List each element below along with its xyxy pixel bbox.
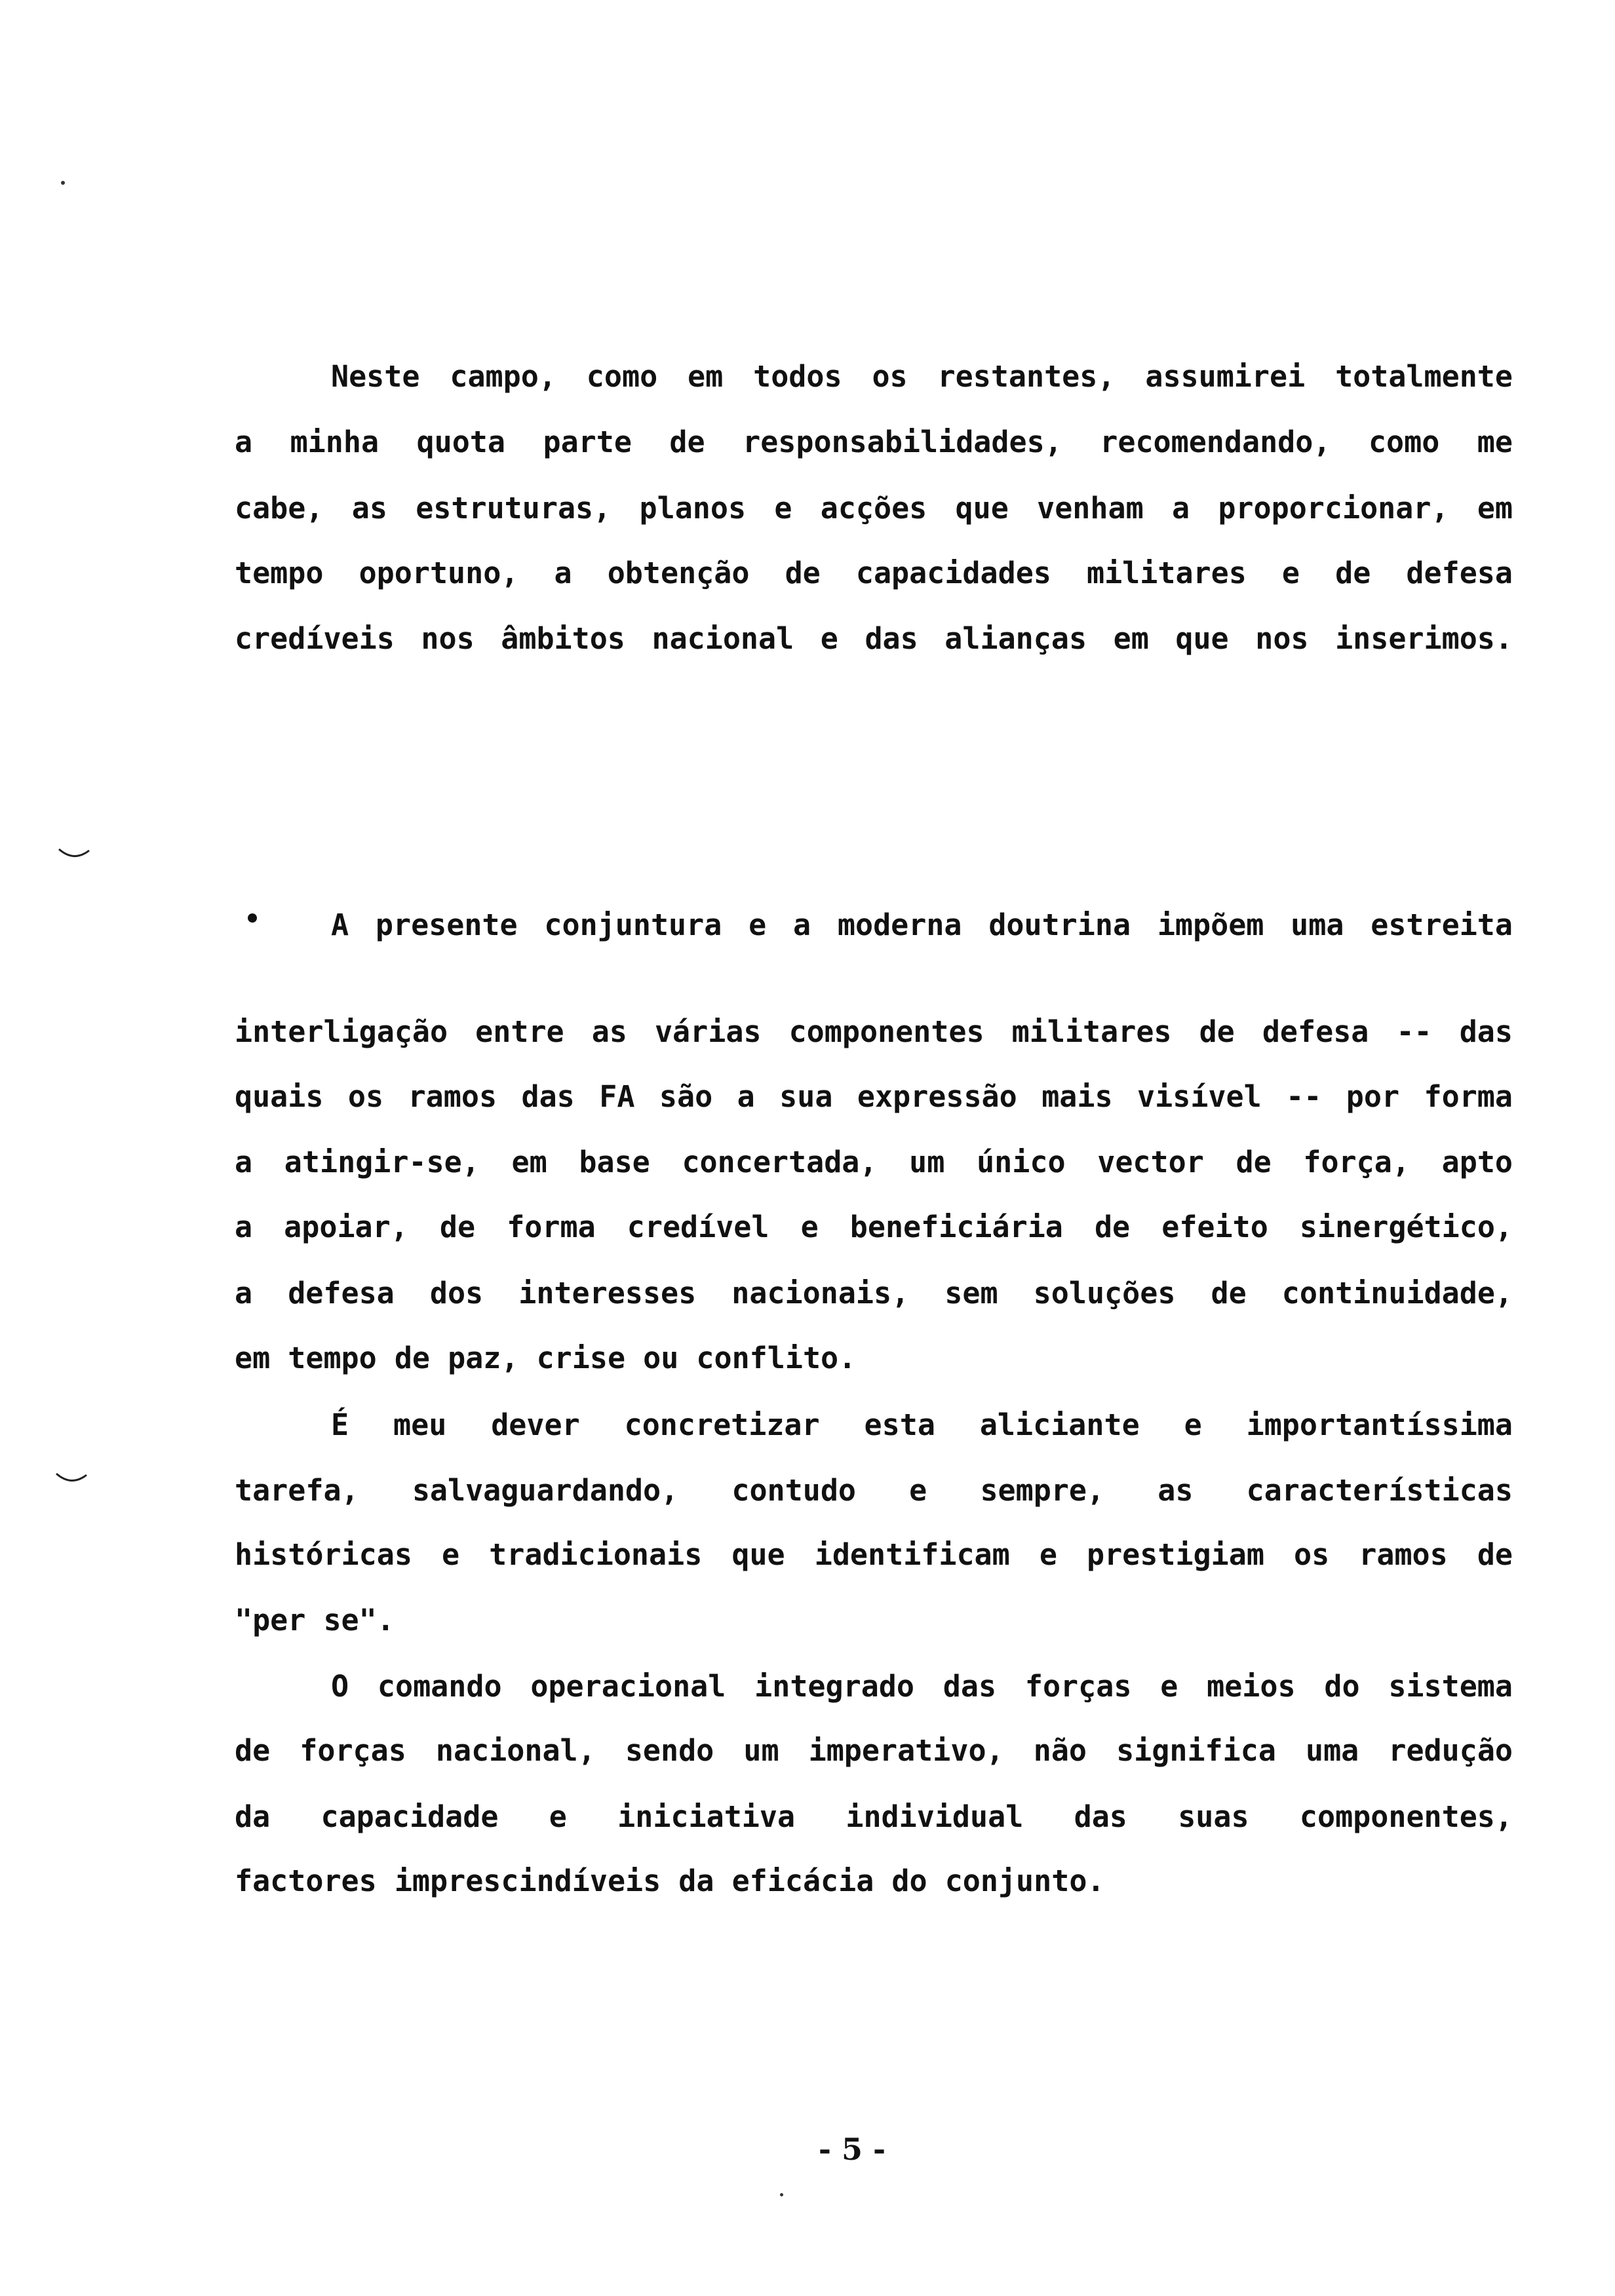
text-line: a defesa dos interesses nacionais, sem soluções de continuidade,: [235, 1276, 1513, 1311]
text-line: quais os ramos das FA são a sua expressão mais visível -- por forma: [235, 1079, 1513, 1114]
text-line: credíveis nos âmbitos nacional e das alianças em que nos inserimos.: [235, 621, 1513, 656]
text-line: históricas e tradicionais que identificam e prestigiam os ramos de: [235, 1537, 1513, 1572]
text-line: O comando operacional integrado das forças e meios do sistema: [331, 1669, 1513, 1704]
text-line: de forças nacional, sendo um imperativo, não significa uma redução: [235, 1733, 1513, 1768]
text-line: factores imprescindíveis da eficácia do conjunto.: [235, 1864, 1105, 1898]
text-line: "per se".: [235, 1603, 395, 1637]
text-line: A presente conjuntura e a moderna doutrina impõem uma estreita: [331, 908, 1513, 942]
text-line: em tempo de paz, crise ou conflito.: [235, 1341, 857, 1375]
text-line: cabe, as estruturas, planos e acções que venham a proporcionar, em: [235, 491, 1513, 526]
page-number: - 5 -: [818, 2132, 886, 2167]
text-line: Neste campo, como em todos os restantes, assumirei totalmente: [331, 359, 1513, 394]
text-line: da capacidade e iniciativa individual das suas componentes,: [235, 1799, 1513, 1834]
text-line: tarefa, salvaguardando, contudo e sempre, as características: [235, 1473, 1513, 1508]
bullet-icon: [248, 913, 257, 923]
text-line: É meu dever concretizar esta aliciante e importantíssima: [331, 1407, 1513, 1442]
text-line: a apoiar, de forma credível e beneficiária de efeito sinergético,: [235, 1210, 1513, 1244]
text-line: tempo oportuno, a obtenção de capacidades militares e de defesa: [235, 556, 1513, 590]
hole-punch-mark-lower: [55, 1471, 88, 1485]
scan-speck: [61, 181, 65, 185]
text-line: interligação entre as várias componentes militares de defesa -- das: [235, 1014, 1513, 1049]
scan-speck: [780, 2193, 783, 2196]
text-line: a atingir-se, em base concertada, um único vector de força, apto: [235, 1145, 1513, 1179]
hole-punch-mark-upper: [58, 847, 90, 861]
text-line: a minha quota parte de responsabilidades, recomendando, como me: [235, 425, 1513, 459]
